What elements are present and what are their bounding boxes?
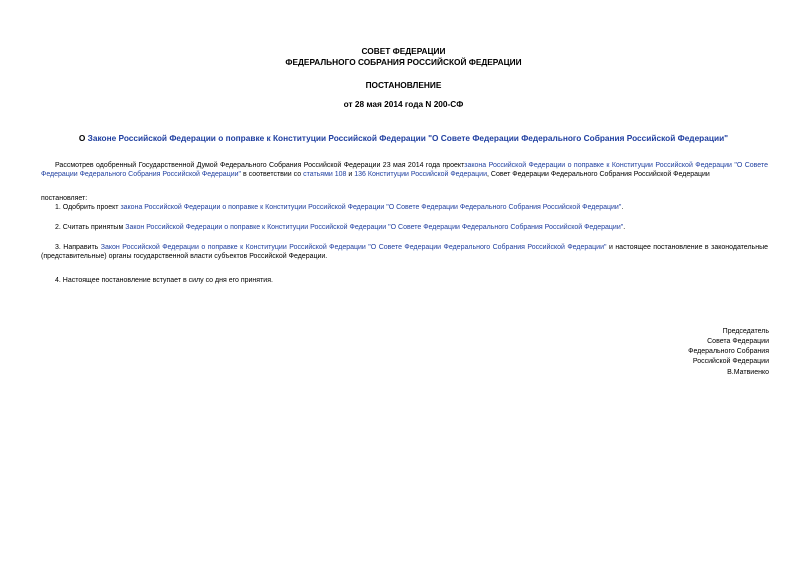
item-3-text: 3. Направить bbox=[55, 244, 101, 251]
intro-text-1: Рассмотрев одобренный Государственной Думой Федерального Собрания Российской Федерации 23 мая 2014 года проект bbox=[55, 162, 465, 169]
item-1-law-link[interactable]: закона Российской Федерации о поправке к Конституции Российской Федерации "О Совете Федерации Федерального Собрания Российской Федерации" bbox=[120, 204, 622, 211]
intro-text-2: в соответствии со bbox=[241, 171, 304, 179]
signature-name: В.Матвиенко bbox=[727, 368, 769, 376]
item-1-text: 1. Одобрить проект bbox=[55, 204, 121, 211]
intro-paragraph bbox=[41, 161, 768, 180]
subject-prefix: О bbox=[78, 133, 88, 143]
item-2-law-link[interactable]: Закон Российской Федерации о поправке к Конституции Российской Федерации "О Совете Федерации Федерального Собрания Российской Федерации" bbox=[125, 224, 624, 231]
document-subject bbox=[0, 133, 807, 144]
signature-line-3: Федерального Собрания bbox=[688, 348, 769, 356]
item-2-text: 2. Считать принятым bbox=[55, 224, 126, 231]
item-1-end: . bbox=[621, 204, 624, 211]
postanovlyaet-label: постановляет: bbox=[41, 195, 88, 202]
item-3 bbox=[41, 243, 768, 262]
intro-article-136-link[interactable]: 136 Конституции Российской Федерации bbox=[354, 171, 488, 179]
header-organization bbox=[0, 46, 807, 68]
item-2-end: . bbox=[623, 224, 626, 231]
item-3-law-link[interactable]: Закон Российской Федерации о поправке к Конституции Российской Федерации "О Совете Федерации Федерального Собрания Российской Федерации" bbox=[100, 244, 607, 251]
intro-draft-law-link[interactable]: закона Российской Федерации о поправке к Конституции Российской Федерации "О Совете Федерации Федерального Собрания Российской Федерации" bbox=[41, 162, 768, 179]
item-2 bbox=[41, 223, 768, 232]
header-line2: ФЕДЕРАЛЬНОГО СОБРАНИЯ РОССИЙСКОЙ ФЕДЕРАЦИИ bbox=[285, 56, 522, 67]
intro-article-108-link[interactable]: статьями 108 bbox=[303, 171, 347, 179]
signature-block bbox=[688, 327, 769, 378]
item-1 bbox=[41, 203, 768, 212]
document-date-number: от 28 мая 2014 года N 200-СФ bbox=[343, 99, 464, 109]
header-line1: СОВЕТ ФЕДЕРАЦИИ bbox=[361, 46, 446, 56]
document-type: ПОСТАНОВЛЕНИЕ bbox=[365, 80, 442, 90]
item-3-end: и настоящее постановление в законодательные (представительные) органы государственной власти субъектов Российской Федерации. bbox=[41, 244, 768, 261]
intro-text-4: , Совет Федерации Федерального Собрания Российской Федерации bbox=[487, 171, 710, 179]
item-4: 4. Настоящее постановление вступает в силу со дня его принятия. bbox=[55, 277, 273, 284]
signature-line-1: Председатель bbox=[722, 328, 769, 335]
subject-law-link[interactable]: Законе Российской Федерации о поправке к Конституции Российской Федерации "О Совете Федерации Федерального Собрания Российской Федерации" bbox=[87, 133, 729, 143]
signature-line-4: Российской Федерации bbox=[692, 358, 769, 366]
intro-text-3: и bbox=[346, 171, 355, 179]
signature-line-2: Совета Федерации bbox=[707, 338, 769, 346]
